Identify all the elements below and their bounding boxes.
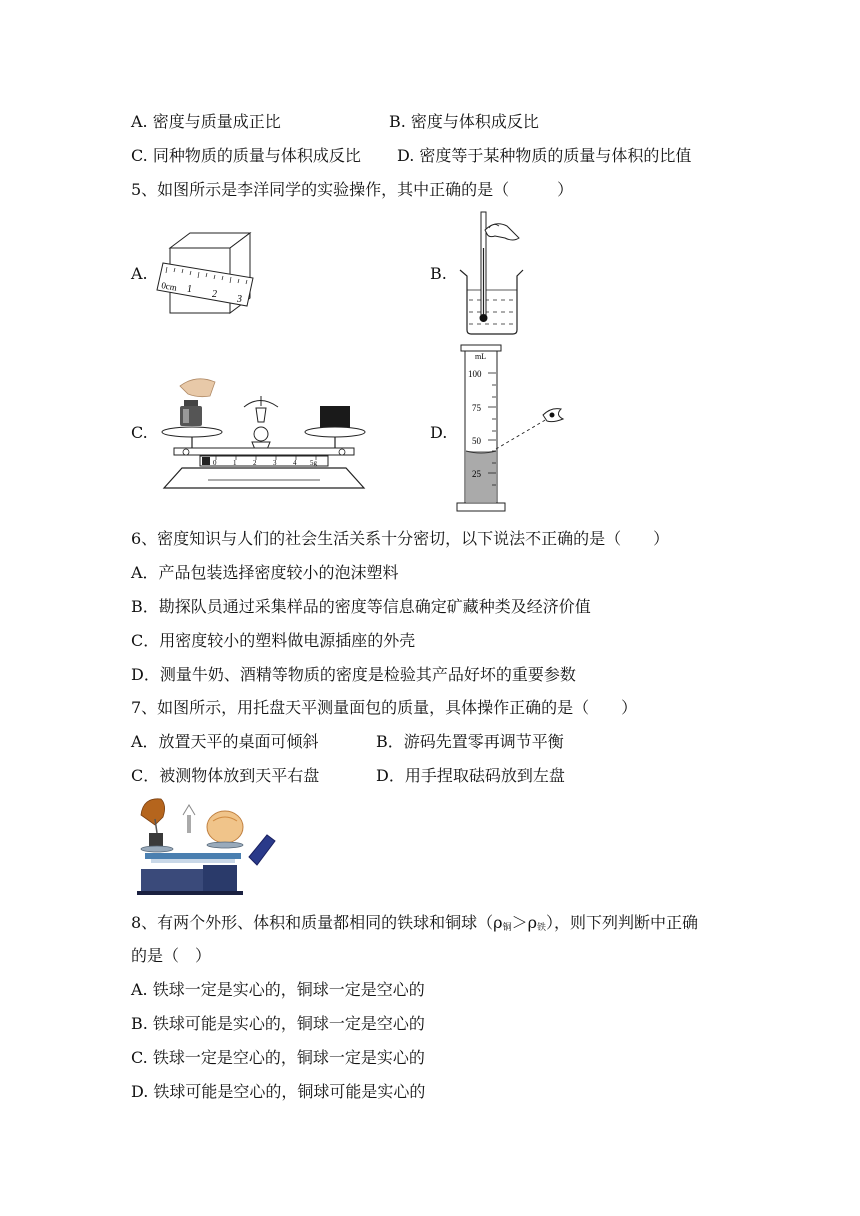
q7-option-b: B．游码先置零再调节平衡 — [376, 732, 564, 751]
cylinder-tick-75: 75 — [472, 403, 481, 413]
q5-label-d: D. — [430, 423, 448, 442]
q8-option-c: C. 铁球一定是空心的，铜球一定是实心的 — [131, 1048, 425, 1067]
q8-option-a: A. 铁球一定是实心的，铜球一定是空心的 — [131, 980, 425, 999]
balance-tick-5: 5g — [310, 459, 317, 467]
q5-label-c: C. — [131, 423, 148, 442]
q8-stem-line1 — [131, 913, 698, 938]
q6-stem: 6、密度知识与人们的社会生活关系十分密切，以下说法不正确的是（ ） — [131, 529, 670, 548]
q4-option-a: A. 密度与质量成正比 — [131, 112, 281, 131]
q8-stem-mid: ＞ρ — [511, 913, 538, 932]
q8-stem-post: ），则下列判断中正确 — [546, 913, 699, 932]
q8-sub-copper: 铜 — [502, 923, 512, 933]
balance-tick-4: 4 — [293, 459, 297, 467]
cylinder-tick-100: 100 — [468, 369, 482, 379]
q8-sub-iron: 铁 — [537, 923, 547, 933]
balance-figure — [160, 372, 378, 490]
thermometer-beaker-figure — [455, 208, 530, 336]
cylinder-tick-25: 25 — [472, 469, 481, 479]
q7-stem: 7、如图所示，用托盘天平测量面包的质量，具体操作正确的是（ ） — [131, 698, 638, 717]
q4-option-d: D. 密度等于某种物质的质量与体积的比值 — [397, 146, 692, 165]
q5-label-b: B. — [430, 264, 447, 283]
q6-option-b: B．勘探队员通过采集样品的密度等信息确定矿藏种类及经济价值 — [131, 597, 591, 616]
q5-label-a: A. — [131, 264, 148, 283]
q8-stem-pre: 8、有两个外形、体积和质量都相同的铁球和铜球（ρ — [131, 913, 503, 932]
cylinder-figure — [455, 343, 575, 515]
q7-option-c: C．被测物体放到天平右盘 — [131, 766, 320, 785]
q6-option-d: D．测量牛奶、酒精等物质的密度是检验其产品好坏的重要参数 — [131, 665, 576, 684]
bread-balance-figure — [133, 795, 277, 899]
ruler-block-figure — [155, 228, 260, 316]
q7-option-d: D．用手捏取砝码放到左盘 — [376, 766, 565, 785]
ruler-tick-3: 3 — [237, 294, 242, 305]
q6-option-a: A．产品包装选择密度较小的泡沫塑料 — [131, 563, 399, 582]
balance-tick-2: 2 — [253, 459, 257, 467]
ruler-tick-1: 1 — [187, 284, 192, 295]
q6-option-c: C．用密度较小的塑料做电源插座的外壳 — [131, 631, 416, 650]
q4-option-c: C. 同种物质的质量与体积成反比 — [131, 146, 361, 165]
cylinder-unit: mL — [475, 352, 487, 361]
q4-option-b: B. 密度与体积成反比 — [389, 112, 539, 131]
balance-tick-3: 3 — [273, 459, 277, 467]
q8-option-d: D. 铁球可能是空心的，铜球可能是实心的 — [131, 1082, 426, 1101]
balance-tick-0: 0 — [213, 459, 217, 467]
q8-stem-line2: 的是（ ） — [131, 946, 212, 965]
ruler-tick-2: 2 — [212, 289, 217, 300]
ruler-tick-0: 0cm — [160, 280, 178, 293]
cylinder-tick-50: 50 — [472, 436, 481, 446]
q8-option-b: B. 铁球可能是实心的，铜球一定是空心的 — [131, 1014, 425, 1033]
q5-stem: 5、如图所示是李洋同学的实验操作，其中正确的是（ ） — [131, 180, 574, 199]
q7-option-a: A．放置天平的桌面可倾斜 — [131, 732, 319, 751]
balance-tick-1: 1 — [233, 459, 237, 467]
